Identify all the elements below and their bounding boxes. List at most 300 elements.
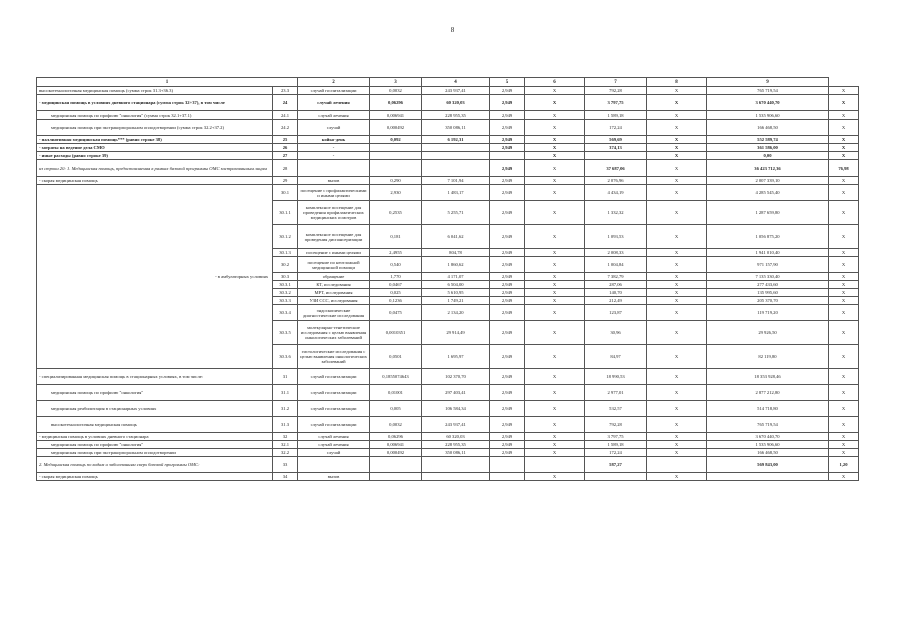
table-cell: 26	[273, 144, 298, 152]
table-cell: 37 687,06	[585, 160, 647, 177]
table-cell: случай	[298, 449, 370, 457]
table-cell: 2,949	[490, 305, 525, 321]
table-cell: X	[647, 111, 707, 120]
table-cell: 34	[273, 473, 298, 481]
table-cell: X	[647, 120, 707, 136]
table-row	[37, 111, 859, 120]
table-row	[37, 369, 859, 385]
table-cell: случай госпитализации	[298, 385, 370, 401]
table-cell: 166 468,50	[707, 120, 829, 136]
header-cell: 9	[707, 78, 829, 87]
table-cell: 6 504,00	[422, 281, 490, 289]
table-cell: случай	[298, 120, 370, 136]
table-cell: 106 584,34	[422, 401, 490, 417]
table-row	[37, 385, 859, 401]
row-label: из строки 20: 1. Медицинская помощь, предоставляемая в рамках базовой программы ОМС застрахованным лицам	[37, 160, 273, 177]
row-label: медицинская реабилитация в стационарных условиях	[37, 401, 273, 417]
row-label: - скорая медицинская помощь	[37, 177, 273, 185]
table-cell: 552 589,74	[707, 136, 829, 144]
row-label: высокотехнологичная медицинская помощь	[37, 417, 273, 433]
table-cell: 350 086,11	[422, 120, 490, 136]
table-cell: X	[829, 473, 859, 481]
header-cell: 8	[647, 78, 707, 87]
table-cell: X	[525, 369, 585, 385]
table-cell: 0,0010351	[370, 321, 422, 345]
table-row	[37, 95, 859, 111]
table-cell	[490, 457, 525, 473]
row-label: медицинская помощь по профилю "онкология"	[37, 385, 273, 401]
table-cell: 30.3.6	[273, 345, 298, 369]
row-label: посещение по неотложной медицинской помощи	[298, 257, 370, 273]
table-cell: X	[525, 281, 585, 289]
table-cell: X	[647, 249, 707, 257]
financing-table	[36, 77, 859, 481]
table-cell	[647, 457, 707, 473]
table-row	[37, 177, 859, 185]
table-cell: вызов	[298, 473, 370, 481]
row-label: 2. Медицинская помощь по видам и заболеваниям сверх базовой программы ОМС:	[37, 457, 273, 473]
table-cell: 569,69	[585, 136, 647, 144]
table-cell: X	[647, 441, 707, 449]
table-cell: X	[829, 281, 859, 289]
table-row	[37, 87, 859, 95]
table-cell: 33	[273, 457, 298, 473]
table-cell: 18 353 928,46	[707, 369, 829, 385]
table-cell: 2,949	[490, 369, 525, 385]
table-cell: 30.3.5	[273, 321, 298, 345]
table-cell: 30.1.3	[273, 249, 298, 257]
table-cell: 2,949	[490, 321, 525, 345]
table-cell: 24.1	[273, 111, 298, 120]
table-cell: 2,949	[490, 87, 525, 95]
table-cell: 135 995,60	[707, 289, 829, 297]
row-label: - скорая медицинская помощь	[37, 473, 273, 481]
table-cell: 2,949	[490, 177, 525, 185]
table-cell: 0,025	[370, 289, 422, 297]
row-label: медицинская помощь по профилю "онкология" (сумма строк 32.1+37.1)	[37, 111, 273, 120]
table-cell: X	[829, 136, 859, 144]
table-cell: X	[647, 417, 707, 433]
table-cell: 1 749,21	[422, 297, 490, 305]
table-row	[37, 441, 859, 449]
table-cell: 0,0032	[370, 417, 422, 433]
row-label: УЗИ ССС, исследования	[298, 297, 370, 305]
table-cell: X	[647, 433, 707, 441]
table-cell: 82 119,80	[707, 345, 829, 369]
table-cell: X	[525, 136, 585, 144]
table-cell: X	[829, 185, 859, 201]
table-cell: 60 320,03	[422, 95, 490, 111]
header-cell: 6	[525, 78, 585, 87]
table-cell: 2 076,96	[585, 177, 647, 185]
table-cell: 1 860,62	[422, 257, 490, 273]
row-label: - медицинская помощь в условиях дневного стационара	[37, 433, 273, 441]
table-cell: X	[647, 201, 707, 225]
table-cell: X	[829, 152, 859, 160]
table-cell: X	[525, 185, 585, 201]
table-cell: X	[829, 95, 859, 111]
table-cell: X	[525, 305, 585, 321]
header-cell: 7	[585, 78, 647, 87]
ambulatory-label: - в амбулаторных условиях	[37, 185, 273, 369]
table-cell: 2,949	[490, 449, 525, 457]
table-cell: 0,005	[370, 401, 422, 417]
table-row	[37, 417, 859, 433]
table-cell: 2,949	[490, 144, 525, 152]
table-cell: 0,0467	[370, 281, 422, 289]
table-cell: 587,27	[585, 457, 647, 473]
table-cell: X	[829, 321, 859, 345]
table-cell: 23.3	[273, 87, 298, 95]
table-row	[37, 433, 859, 441]
table-cell: 7 135 330,40	[707, 273, 829, 281]
table-cell: X	[525, 257, 585, 273]
table-row	[37, 401, 859, 417]
table-cell: 4 434,19	[585, 185, 647, 201]
table-cell: 0,1236	[370, 297, 422, 305]
table-cell: X	[647, 401, 707, 417]
row-label: - паллиативная медицинская помощь*** (равно строке 38)	[37, 136, 273, 144]
table-cell: X	[525, 160, 585, 177]
table-cell: 2,949	[490, 95, 525, 111]
row-label: посещение с иными целями	[298, 249, 370, 257]
table-cell: 30.2	[273, 257, 298, 273]
table-cell: 765 719,54	[707, 87, 829, 95]
table-cell: 84,97	[585, 345, 647, 369]
table-cell: X	[525, 385, 585, 401]
table-cell: X	[647, 177, 707, 185]
table-row	[37, 473, 859, 481]
table-cell: X	[829, 433, 859, 441]
table-cell: X	[647, 369, 707, 385]
table-cell: 2,949	[490, 297, 525, 305]
table-cell: X	[829, 441, 859, 449]
table-cell: 123,87	[585, 305, 647, 321]
table-cell: 2,949	[490, 281, 525, 289]
table-cell: 2,949	[490, 273, 525, 281]
table-cell: -	[298, 152, 370, 160]
table-cell: X	[525, 111, 585, 120]
table-cell: 30.3.1	[273, 281, 298, 289]
row-label: МРТ, исследования	[298, 289, 370, 297]
table-cell: X	[829, 144, 859, 152]
table-cell: X	[525, 473, 585, 481]
table-cell: 0,0475	[370, 305, 422, 321]
row-label: комплексное посещение для проведения диспансеризации	[298, 225, 370, 249]
table-cell	[585, 152, 647, 160]
table-cell: 28	[273, 160, 298, 177]
table-cell: X	[647, 321, 707, 345]
table-cell	[422, 144, 490, 152]
table-cell: 24	[273, 95, 298, 111]
table-cell: X	[647, 160, 707, 177]
table-cell: X	[525, 225, 585, 249]
table-cell: 2,949	[490, 160, 525, 177]
table-cell: 1 332,32	[585, 201, 647, 225]
table-cell: случай лечения	[298, 441, 370, 449]
table-cell: X	[829, 120, 859, 136]
table-cell: X	[525, 433, 585, 441]
table-cell: 2,949	[490, 201, 525, 225]
table-cell: 0,000492	[370, 120, 422, 136]
table-cell: 2,949	[490, 185, 525, 201]
table-cell: 2,949	[490, 433, 525, 441]
table-cell: 119 719,20	[707, 305, 829, 321]
table-cell: 1 093,53	[585, 225, 647, 249]
table-cell: X	[647, 385, 707, 401]
table-cell: X	[525, 401, 585, 417]
table-cell: 60 320,03	[422, 433, 490, 441]
table-cell: X	[647, 152, 707, 160]
row-label: посещение с профилактическими и иными целями	[298, 185, 370, 201]
table-cell: 2,949	[490, 417, 525, 433]
table-cell: 2,4955	[370, 249, 422, 257]
table-cell: X	[829, 289, 859, 297]
table-cell: 31.3	[273, 417, 298, 433]
table-cell: 0,290	[370, 177, 422, 185]
table-cell: койко-день	[298, 136, 370, 144]
table-cell: 2,949	[490, 225, 525, 249]
table-cell: 30.1	[273, 185, 298, 201]
table-cell: 2,949	[490, 345, 525, 369]
header-cell: 5	[490, 78, 525, 87]
table-cell: 277 433,60	[707, 281, 829, 289]
table-cell: 0,0501	[370, 345, 422, 369]
table-cell: случай госпитализации	[298, 369, 370, 385]
table-cell: X	[647, 225, 707, 249]
table-cell: 4 171,07	[422, 273, 490, 281]
row-label: эндоскопические диагностические исследования	[298, 305, 370, 321]
row-label: КТ, исследования	[298, 281, 370, 289]
table-cell: 2,949	[490, 289, 525, 297]
table-cell: 25	[273, 136, 298, 144]
table-cell: X	[829, 297, 859, 305]
table-cell: вызов	[298, 177, 370, 185]
table-cell: 1 535 906,60	[707, 441, 829, 449]
table-cell: 6 041,62	[422, 225, 490, 249]
table-cell: 212,49	[585, 297, 647, 305]
page-number: 8	[450, 26, 455, 34]
table-cell: 297 403,41	[422, 385, 490, 401]
table-cell: 2 134,20	[422, 305, 490, 321]
table-cell: 243 937,41	[422, 417, 490, 433]
table-cell: 0,06296	[370, 95, 422, 111]
table-cell: X	[829, 111, 859, 120]
table-cell: 30,96	[585, 321, 647, 345]
table-cell: 29	[273, 177, 298, 185]
table-cell: X	[647, 289, 707, 297]
table-cell: 24.2	[273, 120, 298, 136]
row-label: - специализированная медицинская помощь в стационарных условиях, в том числе:	[37, 369, 273, 385]
table-cell: 31.2	[273, 401, 298, 417]
table-cell: 0,540	[370, 257, 422, 273]
table-cell	[370, 473, 422, 481]
table-cell: 228 955,35	[422, 111, 490, 120]
header-cell: 2	[298, 78, 370, 87]
header-cell: 3	[370, 78, 422, 87]
table-cell: X	[525, 201, 585, 225]
table-cell: 0,0032	[370, 87, 422, 95]
table-cell: 2 007 339,10	[707, 177, 829, 185]
table-cell: 36 423 712,36	[707, 160, 829, 177]
table-cell	[370, 160, 422, 177]
table-cell: X	[829, 225, 859, 249]
table-cell	[370, 457, 422, 473]
table-cell: X	[647, 273, 707, 281]
table-cell: 30.1.1	[273, 201, 298, 225]
table-cell: X	[647, 87, 707, 95]
table-cell: 0,1855074643	[370, 369, 422, 385]
table-cell: 2,930	[370, 185, 422, 201]
table-cell: 140,70	[585, 289, 647, 297]
table-cell: 6 192,31	[422, 136, 490, 144]
table-cell: X	[829, 87, 859, 95]
row-label: комплексное посещение для проведения профилактических медицинских осмотров	[298, 201, 370, 225]
table-cell: X	[525, 273, 585, 281]
table-cell: 1 589,18	[585, 441, 647, 449]
row-label: гистологические исследования с целью выявления онкологических заболеваний	[298, 345, 370, 369]
table-cell: X	[829, 257, 859, 273]
table-cell: X	[647, 144, 707, 152]
header-cell: 4	[422, 78, 490, 87]
table-cell: 29 914,49	[422, 321, 490, 345]
table-cell: 205 370,70	[707, 297, 829, 305]
row-label: - медицинская помощь в условиях дневного стационара (сумма строк 32+37), в том числе	[37, 95, 273, 111]
table-cell: 27	[273, 152, 298, 160]
table-cell: X	[647, 185, 707, 201]
table-cell: 3 797,75	[585, 95, 647, 111]
header-row	[37, 78, 859, 87]
table-cell: X	[525, 417, 585, 433]
table-cell: 1 589,18	[585, 111, 647, 120]
table-cell: 350 086,11	[422, 449, 490, 457]
table-cell: 1 287 659,80	[707, 201, 829, 225]
table-cell: 1 483,17	[422, 185, 490, 201]
table-cell: X	[647, 281, 707, 289]
table-cell: X	[525, 289, 585, 297]
table-cell: 5 255,71	[422, 201, 490, 225]
table-cell: 1 004,84	[585, 257, 647, 273]
table-cell: 2,949	[490, 401, 525, 417]
table-cell: 2,949	[490, 249, 525, 257]
table-cell: 3 670 440,70	[707, 433, 829, 441]
table-cell: X	[525, 95, 585, 111]
table-cell: X	[647, 297, 707, 305]
table-cell: 1,770	[370, 273, 422, 281]
table-cell: 29 926,50	[707, 321, 829, 345]
table-cell: 514 718,80	[707, 401, 829, 417]
table-cell	[490, 473, 525, 481]
table-cell: X	[525, 152, 585, 160]
table-cell: 102 370,70	[422, 369, 490, 385]
table-cell: X	[829, 401, 859, 417]
table-cell: 30.3	[273, 273, 298, 281]
table-cell: 1 695,97	[422, 345, 490, 369]
table-cell: X	[647, 449, 707, 457]
table-cell: X	[829, 417, 859, 433]
row-label: медицинская помощь при экстракорпоральном оплодотворении	[37, 449, 273, 457]
table-cell: 32	[273, 433, 298, 441]
table-cell: 0,2535	[370, 201, 422, 225]
table-cell: X	[829, 273, 859, 281]
table-cell: 1 941 010,40	[707, 249, 829, 257]
table-cell: 2,949	[490, 385, 525, 401]
table-row	[37, 152, 859, 160]
table-cell: X	[829, 345, 859, 369]
table-cell: 30.3.2	[273, 289, 298, 297]
table-cell: 3 797,75	[585, 433, 647, 441]
table-cell: 792,28	[585, 87, 647, 95]
table-row	[37, 185, 859, 201]
table-cell: случай лечения	[298, 95, 370, 111]
table-cell: случай госпитализации	[298, 87, 370, 95]
table-row	[37, 144, 859, 152]
table-cell: 31.1	[273, 385, 298, 401]
table-cell	[707, 473, 829, 481]
table-cell: 172,24	[585, 449, 647, 457]
table-cell: 374,13	[585, 144, 647, 152]
table-cell: 0,092	[370, 136, 422, 144]
table-cell: 1,20	[829, 457, 859, 473]
table-cell: X	[829, 305, 859, 321]
table-row	[37, 449, 859, 457]
table-cell: 532,57	[585, 401, 647, 417]
table-cell: X	[525, 321, 585, 345]
table-cell: 0,006941	[370, 441, 422, 449]
table-cell	[370, 152, 422, 160]
table-cell: 0,181	[370, 225, 422, 249]
row-label: - иные расходы (равно строке 39)	[37, 152, 273, 160]
table-cell: 18 990,53	[585, 369, 647, 385]
table-cell: 166 468,50	[707, 449, 829, 457]
table-cell: 2,949	[490, 111, 525, 120]
table-cell: 361 586,00	[707, 144, 829, 152]
table-body	[37, 78, 859, 481]
table-cell: 0,006941	[370, 111, 422, 120]
table-cell: 569 843,00	[707, 457, 829, 473]
table-cell: 31	[273, 369, 298, 385]
table-cell: X	[525, 120, 585, 136]
table-cell: X	[647, 345, 707, 369]
table-row	[37, 120, 859, 136]
table-row	[37, 457, 859, 473]
table-cell	[422, 473, 490, 481]
table-cell: 2,949	[490, 136, 525, 144]
table-cell	[525, 457, 585, 473]
table-cell	[370, 144, 422, 152]
table-row	[37, 136, 859, 144]
table-cell: X	[647, 305, 707, 321]
table-cell: 3 670 440,70	[707, 95, 829, 111]
table-cell: X	[647, 473, 707, 481]
table-cell: 2,949	[490, 257, 525, 273]
table-cell	[422, 160, 490, 177]
table-cell: случай лечения	[298, 111, 370, 120]
table-cell: 5 610,95	[422, 289, 490, 297]
table-cell	[585, 473, 647, 481]
table-cell: X	[525, 87, 585, 95]
table-cell: случай госпитализации	[298, 417, 370, 433]
table-cell: 4 285 545,40	[707, 185, 829, 201]
table-cell: 2,949	[490, 120, 525, 136]
table-cell: X	[829, 449, 859, 457]
table-cell: 172,24	[585, 120, 647, 136]
table-cell: 76,98	[829, 160, 859, 177]
row-label: медицинская помощь по профилю "онкология"	[37, 441, 273, 449]
table-cell: 0,01001	[370, 385, 422, 401]
table-cell: X	[829, 385, 859, 401]
table-cell: 30.3.4	[273, 305, 298, 321]
